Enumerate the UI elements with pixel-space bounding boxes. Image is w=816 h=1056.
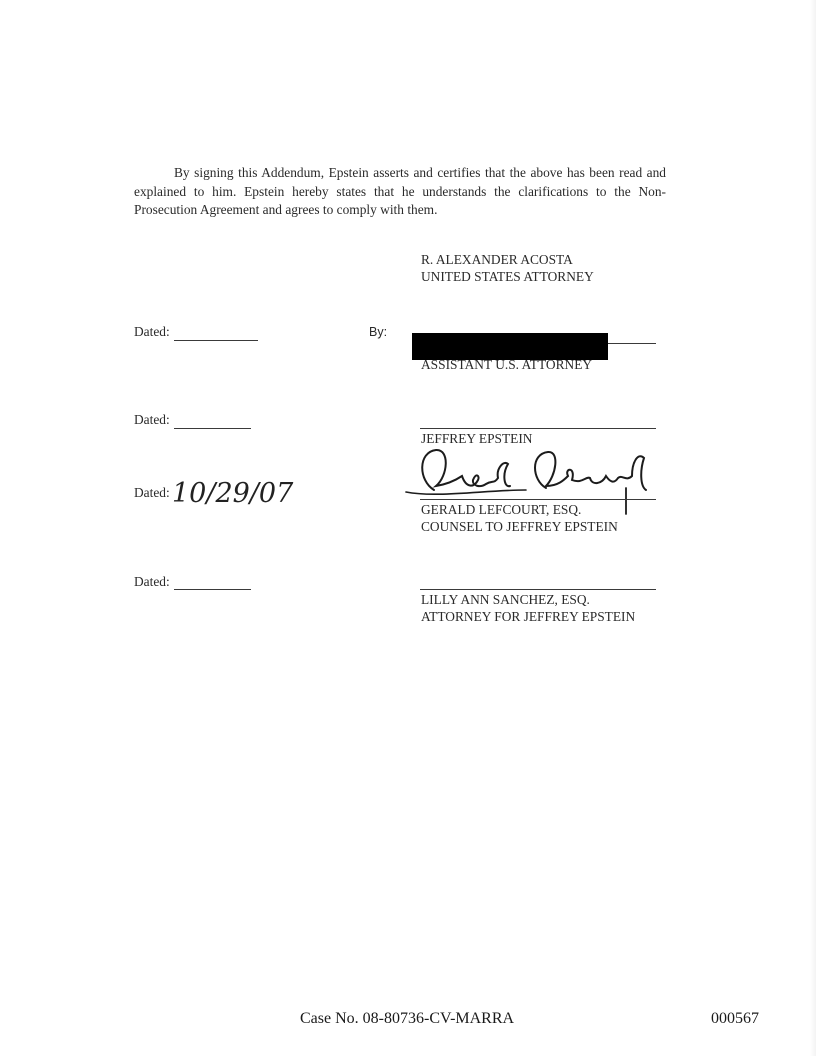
lefcourt-title: COUNSEL TO JEFFREY EPSTEIN xyxy=(421,519,618,534)
ausa-title: ASSISTANT U.S. ATTORNEY xyxy=(421,357,593,372)
lefcourt-signature-line xyxy=(420,499,656,500)
dated-label-4: Dated: xyxy=(134,574,170,589)
addendum-paragraph: By signing this Addendum, Epstein asserts and certifies that the above has been read and explained to him. Epstein hereby states that he understands the clarifications to the Non-Prosecution Agreement and agrees to comply with them. xyxy=(134,165,666,217)
redaction-box xyxy=(412,333,608,360)
sanchez-signature-line xyxy=(420,589,656,590)
scan-edge-shadow xyxy=(810,0,816,1056)
us-attorney-title: UNITED STATES ATTORNEY xyxy=(421,269,594,284)
dated-label-2: Dated: xyxy=(134,412,170,427)
sanchez-title: ATTORNEY FOR JEFFREY EPSTEIN xyxy=(421,609,636,624)
date-line-4 xyxy=(174,589,251,590)
date-line-2 xyxy=(174,428,251,429)
case-number: Case No. 08-80736-CV-MARRA xyxy=(300,1010,515,1027)
us-attorney-name: R. ALEXANDER ACOSTA xyxy=(421,252,573,267)
page-id: 000567 xyxy=(711,1010,759,1027)
dated-label-1: Dated: xyxy=(134,324,170,339)
handwritten-date: 10/29/07 xyxy=(172,478,294,509)
dated-label-3: Dated: xyxy=(134,485,170,500)
epstein-signature-line xyxy=(420,428,656,429)
date-line-1 xyxy=(174,340,258,341)
by-label: By: xyxy=(369,325,388,339)
handwritten-date-image xyxy=(168,452,294,522)
lefcourt-name: GERALD LEFCOURT, ESQ. xyxy=(421,502,582,517)
epstein-name: JEFFREY EPSTEIN xyxy=(421,431,533,446)
sanchez-name: LILLY ANN SANCHEZ, ESQ. xyxy=(421,592,590,607)
